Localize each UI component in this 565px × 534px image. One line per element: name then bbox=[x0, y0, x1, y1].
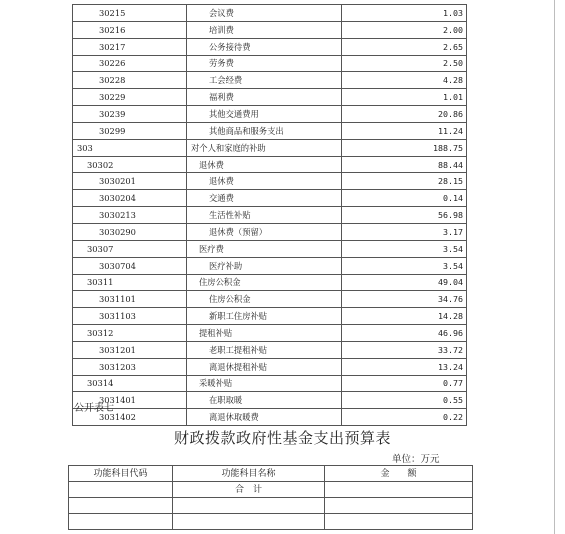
amount: 13.24 bbox=[342, 358, 467, 375]
table-row bbox=[73, 358, 467, 375]
table-row bbox=[73, 139, 467, 156]
table-row bbox=[73, 122, 467, 139]
account-code: 3031103 bbox=[73, 308, 187, 325]
table-row bbox=[73, 173, 467, 190]
account-name: 其他交通费用 bbox=[187, 106, 342, 123]
table-row bbox=[73, 409, 467, 426]
amount: 20.86 bbox=[342, 106, 467, 123]
table-row bbox=[73, 392, 467, 409]
table-row bbox=[73, 156, 467, 173]
account-code: 30217 bbox=[73, 38, 187, 55]
header-code: 功能科目代码 bbox=[69, 466, 173, 482]
account-code: 3031201 bbox=[73, 341, 187, 358]
table-row bbox=[73, 308, 467, 325]
expenditure-detail-table bbox=[72, 4, 467, 426]
total-label: 合 计 bbox=[173, 482, 325, 498]
account-code: 30307 bbox=[73, 240, 187, 257]
account-name: 医疗补助 bbox=[187, 257, 342, 274]
table-row bbox=[73, 38, 467, 55]
account-name: 会议费 bbox=[187, 5, 342, 22]
scan-edge-line bbox=[554, 0, 555, 534]
account-code: 3031402 bbox=[73, 409, 187, 426]
unit-label: 单位：万元 bbox=[392, 454, 440, 465]
account-code: 30228 bbox=[73, 72, 187, 89]
empty-cell bbox=[325, 498, 473, 514]
table-row bbox=[73, 223, 467, 240]
amount: 1.03 bbox=[342, 5, 467, 22]
account-code: 30312 bbox=[73, 325, 187, 342]
fund-table-empty-row bbox=[69, 514, 473, 530]
expenditure-detail-body bbox=[73, 5, 467, 426]
account-name: 提租补贴 bbox=[187, 325, 342, 342]
account-name: 退休费 bbox=[187, 173, 342, 190]
amount: 28.15 bbox=[342, 173, 467, 190]
amount: 0.14 bbox=[342, 190, 467, 207]
table-row bbox=[73, 274, 467, 291]
table-row bbox=[73, 207, 467, 224]
header-amount: 金 额 bbox=[325, 466, 473, 482]
empty-cell bbox=[173, 498, 325, 514]
table-row bbox=[73, 21, 467, 38]
amount: 188.75 bbox=[342, 139, 467, 156]
amount: 0.55 bbox=[342, 392, 467, 409]
account-code: 30302 bbox=[73, 156, 187, 173]
table-row bbox=[73, 375, 467, 392]
table-row bbox=[73, 291, 467, 308]
account-name: 工会经费 bbox=[187, 72, 342, 89]
amount: 3.17 bbox=[342, 223, 467, 240]
account-name: 住房公积金 bbox=[187, 291, 342, 308]
amount: 3.54 bbox=[342, 240, 467, 257]
account-name: 培训费 bbox=[187, 21, 342, 38]
header-name: 功能科目名称 bbox=[173, 466, 325, 482]
table-row bbox=[73, 190, 467, 207]
fund-table-empty-row bbox=[69, 498, 473, 514]
account-code: 303 bbox=[73, 139, 187, 156]
account-code: 30226 bbox=[73, 55, 187, 72]
total-amount-cell bbox=[325, 482, 473, 498]
account-code: 30229 bbox=[73, 89, 187, 106]
amount: 33.72 bbox=[342, 341, 467, 358]
account-name: 离退休取暖费 bbox=[187, 409, 342, 426]
empty-cell bbox=[325, 514, 473, 530]
government-fund-table bbox=[68, 465, 473, 530]
account-name: 福利费 bbox=[187, 89, 342, 106]
amount: 11.24 bbox=[342, 122, 467, 139]
account-name: 公务接待费 bbox=[187, 38, 342, 55]
amount: 0.77 bbox=[342, 375, 467, 392]
empty-cell bbox=[69, 498, 173, 514]
amount: 46.96 bbox=[342, 325, 467, 342]
table-row bbox=[73, 325, 467, 342]
account-code: 30215 bbox=[73, 5, 187, 22]
table-row bbox=[73, 257, 467, 274]
amount: 56.98 bbox=[342, 207, 467, 224]
amount: 0.22 bbox=[342, 409, 467, 426]
account-name: 退休费（预留） bbox=[187, 223, 342, 240]
account-code: 30239 bbox=[73, 106, 187, 123]
account-code: 30299 bbox=[73, 122, 187, 139]
table-row bbox=[73, 89, 467, 106]
amount: 2.00 bbox=[342, 21, 467, 38]
account-code: 3030290 bbox=[73, 223, 187, 240]
table-row bbox=[73, 240, 467, 257]
account-name: 其他商品和服务支出 bbox=[187, 122, 342, 139]
account-name: 老职工提租补贴 bbox=[187, 341, 342, 358]
account-name: 采暖补贴 bbox=[187, 375, 342, 392]
amount: 4.28 bbox=[342, 72, 467, 89]
amount: 14.28 bbox=[342, 308, 467, 325]
amount: 2.50 bbox=[342, 55, 467, 72]
fund-table-total-row bbox=[69, 482, 473, 498]
empty-cell bbox=[173, 514, 325, 530]
fund-table-header-row bbox=[69, 466, 473, 482]
account-code: 3030204 bbox=[73, 190, 187, 207]
account-name: 新职工住房补贴 bbox=[187, 308, 342, 325]
account-code: 30216 bbox=[73, 21, 187, 38]
account-code: 30314 bbox=[73, 375, 187, 392]
account-name: 医疗费 bbox=[187, 240, 342, 257]
table-row bbox=[73, 341, 467, 358]
empty-cell bbox=[69, 514, 173, 530]
amount: 88.44 bbox=[342, 156, 467, 173]
table-row bbox=[73, 55, 467, 72]
account-code: 30311 bbox=[73, 274, 187, 291]
account-code: 3030213 bbox=[73, 207, 187, 224]
account-name: 交通费 bbox=[187, 190, 342, 207]
amount: 34.76 bbox=[342, 291, 467, 308]
section-title: 财政拨款政府性基金支出预算表 bbox=[173, 429, 391, 447]
account-code: 3031401 bbox=[73, 392, 187, 409]
account-name: 在职取暖 bbox=[187, 392, 342, 409]
account-code: 3030704 bbox=[73, 257, 187, 274]
account-name: 劳务费 bbox=[187, 55, 342, 72]
account-code: 3030201 bbox=[73, 173, 187, 190]
amount: 2.65 bbox=[342, 38, 467, 55]
table-row bbox=[73, 5, 467, 22]
table-number-label: 公开表七 bbox=[74, 403, 114, 414]
account-name: 住房公积金 bbox=[187, 274, 342, 291]
account-name: 退休费 bbox=[187, 156, 342, 173]
account-code: 3031101 bbox=[73, 291, 187, 308]
account-name: 生活性补贴 bbox=[187, 207, 342, 224]
account-code: 3031203 bbox=[73, 358, 187, 375]
amount: 1.01 bbox=[342, 89, 467, 106]
account-name: 离退休提租补贴 bbox=[187, 358, 342, 375]
table-row bbox=[73, 106, 467, 123]
total-code-cell bbox=[69, 482, 173, 498]
amount: 3.54 bbox=[342, 257, 467, 274]
table-row bbox=[73, 72, 467, 89]
account-name: 对个人和家庭的补助 bbox=[187, 139, 342, 156]
amount: 49.04 bbox=[342, 274, 467, 291]
